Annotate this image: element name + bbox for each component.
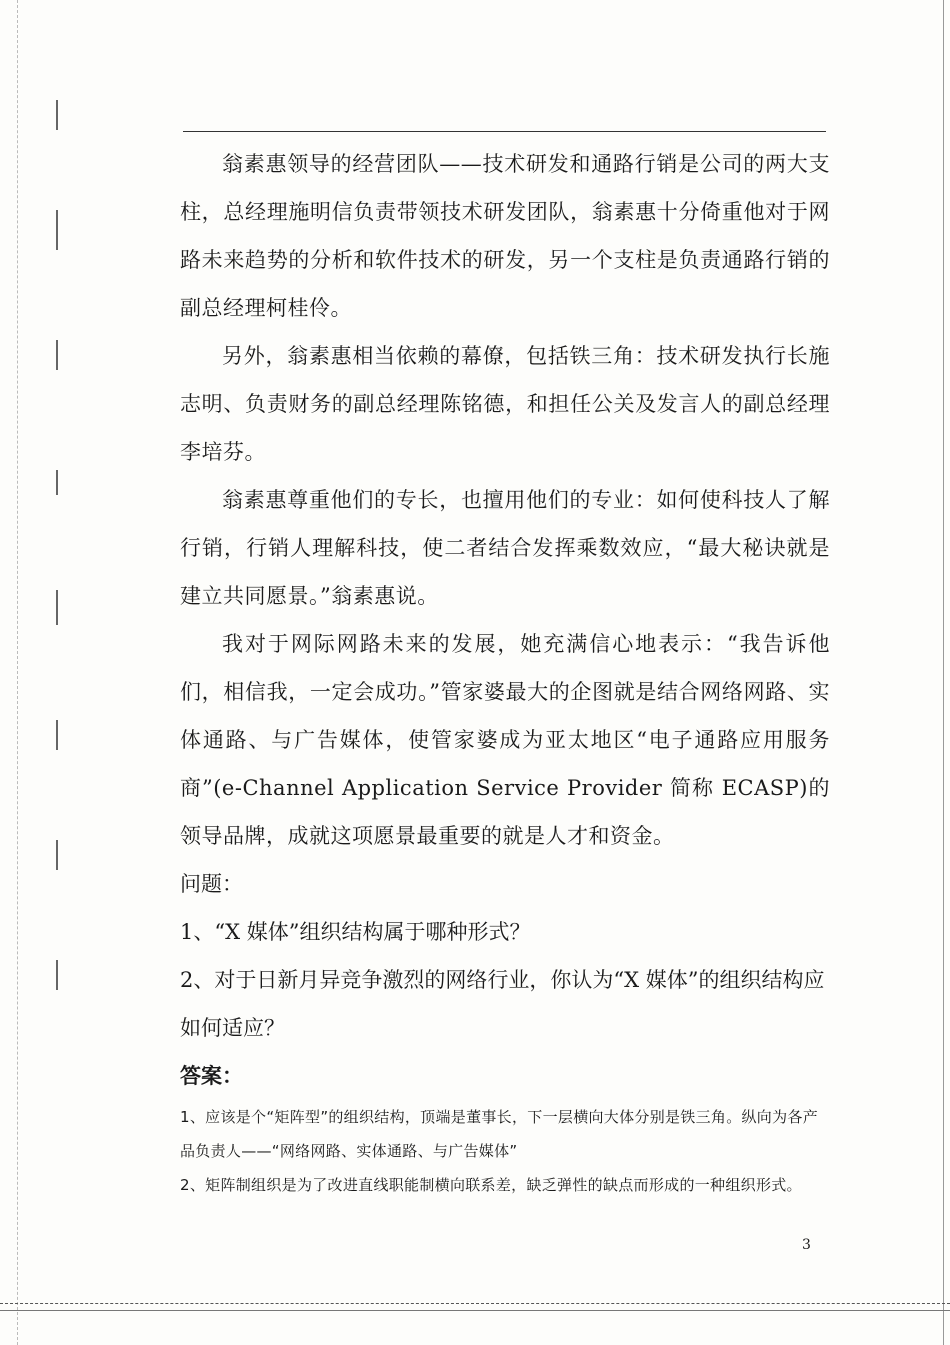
answer-2: 2、矩阵制组织是为了改进直线职能制横向联系差，缺乏弹性的缺点而形成的一种组织形式。 (180, 1176, 802, 1194)
paragraph-2: 另外，翁素惠相当依赖的幕僚，包括铁三角：技术研发执行长施志明、负责财务的副总经理陈铭德，和担任公关及发言人的副总经理李培芬。 (180, 344, 830, 464)
scan-left-edge (0, 0, 18, 1345)
paragraph-1: 翁素惠领导的经营团队——技术研发和通路行销是公司的两大支柱，总经理施明信负责带领技术研发团队，翁素惠十分倚重他对于网路未来趋势的分析和软件技术的研发，另一个支柱是负责通路行销的副总经理柯桂伶。 (180, 152, 830, 320)
question-2: 2、对于日新月异竞争激烈的网络行业，你认为“X 媒体”的组织结构应如何适应？ (180, 968, 825, 1040)
footer-rule-secondary (0, 1310, 950, 1311)
page-number: 3 (802, 1237, 811, 1253)
scan-right-edge (943, 0, 946, 1345)
binding-hole-marks (56, 90, 76, 990)
paragraph-4: 我对于网际网路未来的发展，她充满信心地表示：“我告诉他们，相信我，一定会成功。”管家婆最大的企图就是结合网络网路、实体通路、与广告媒体，使管家婆成为亚太地区“电子通路应用服务商”(e-Channel Application Service Provider 简称 ECASP)的领导品牌，成就这项愿景最重要的就是人才和资金。 (180, 632, 830, 848)
question-1: 1、“X 媒体”组织结构属于哪种形式？ (180, 920, 531, 944)
answer-1: 1、应该是个“矩阵型”的组织结构，顶端是董事长，下一层横向大体分别是铁三角。纵向为各产品负责人——“网络网路、实体通路、与广告媒体” (180, 1108, 818, 1160)
paragraph-3: 翁素惠尊重他们的专长，也擅用他们的专业：如何使科技人了解行销，行销人理解科技，使二者结合发挥乘数效应，“最大秘诀就是建立共同愿景。”翁素惠说。 (180, 488, 830, 608)
document-body (180, 140, 830, 1202)
answers-heading: 答案： (180, 1064, 243, 1088)
footer-rule (0, 1303, 950, 1304)
questions-heading: 问题： (180, 872, 243, 896)
header-rule (183, 131, 826, 132)
